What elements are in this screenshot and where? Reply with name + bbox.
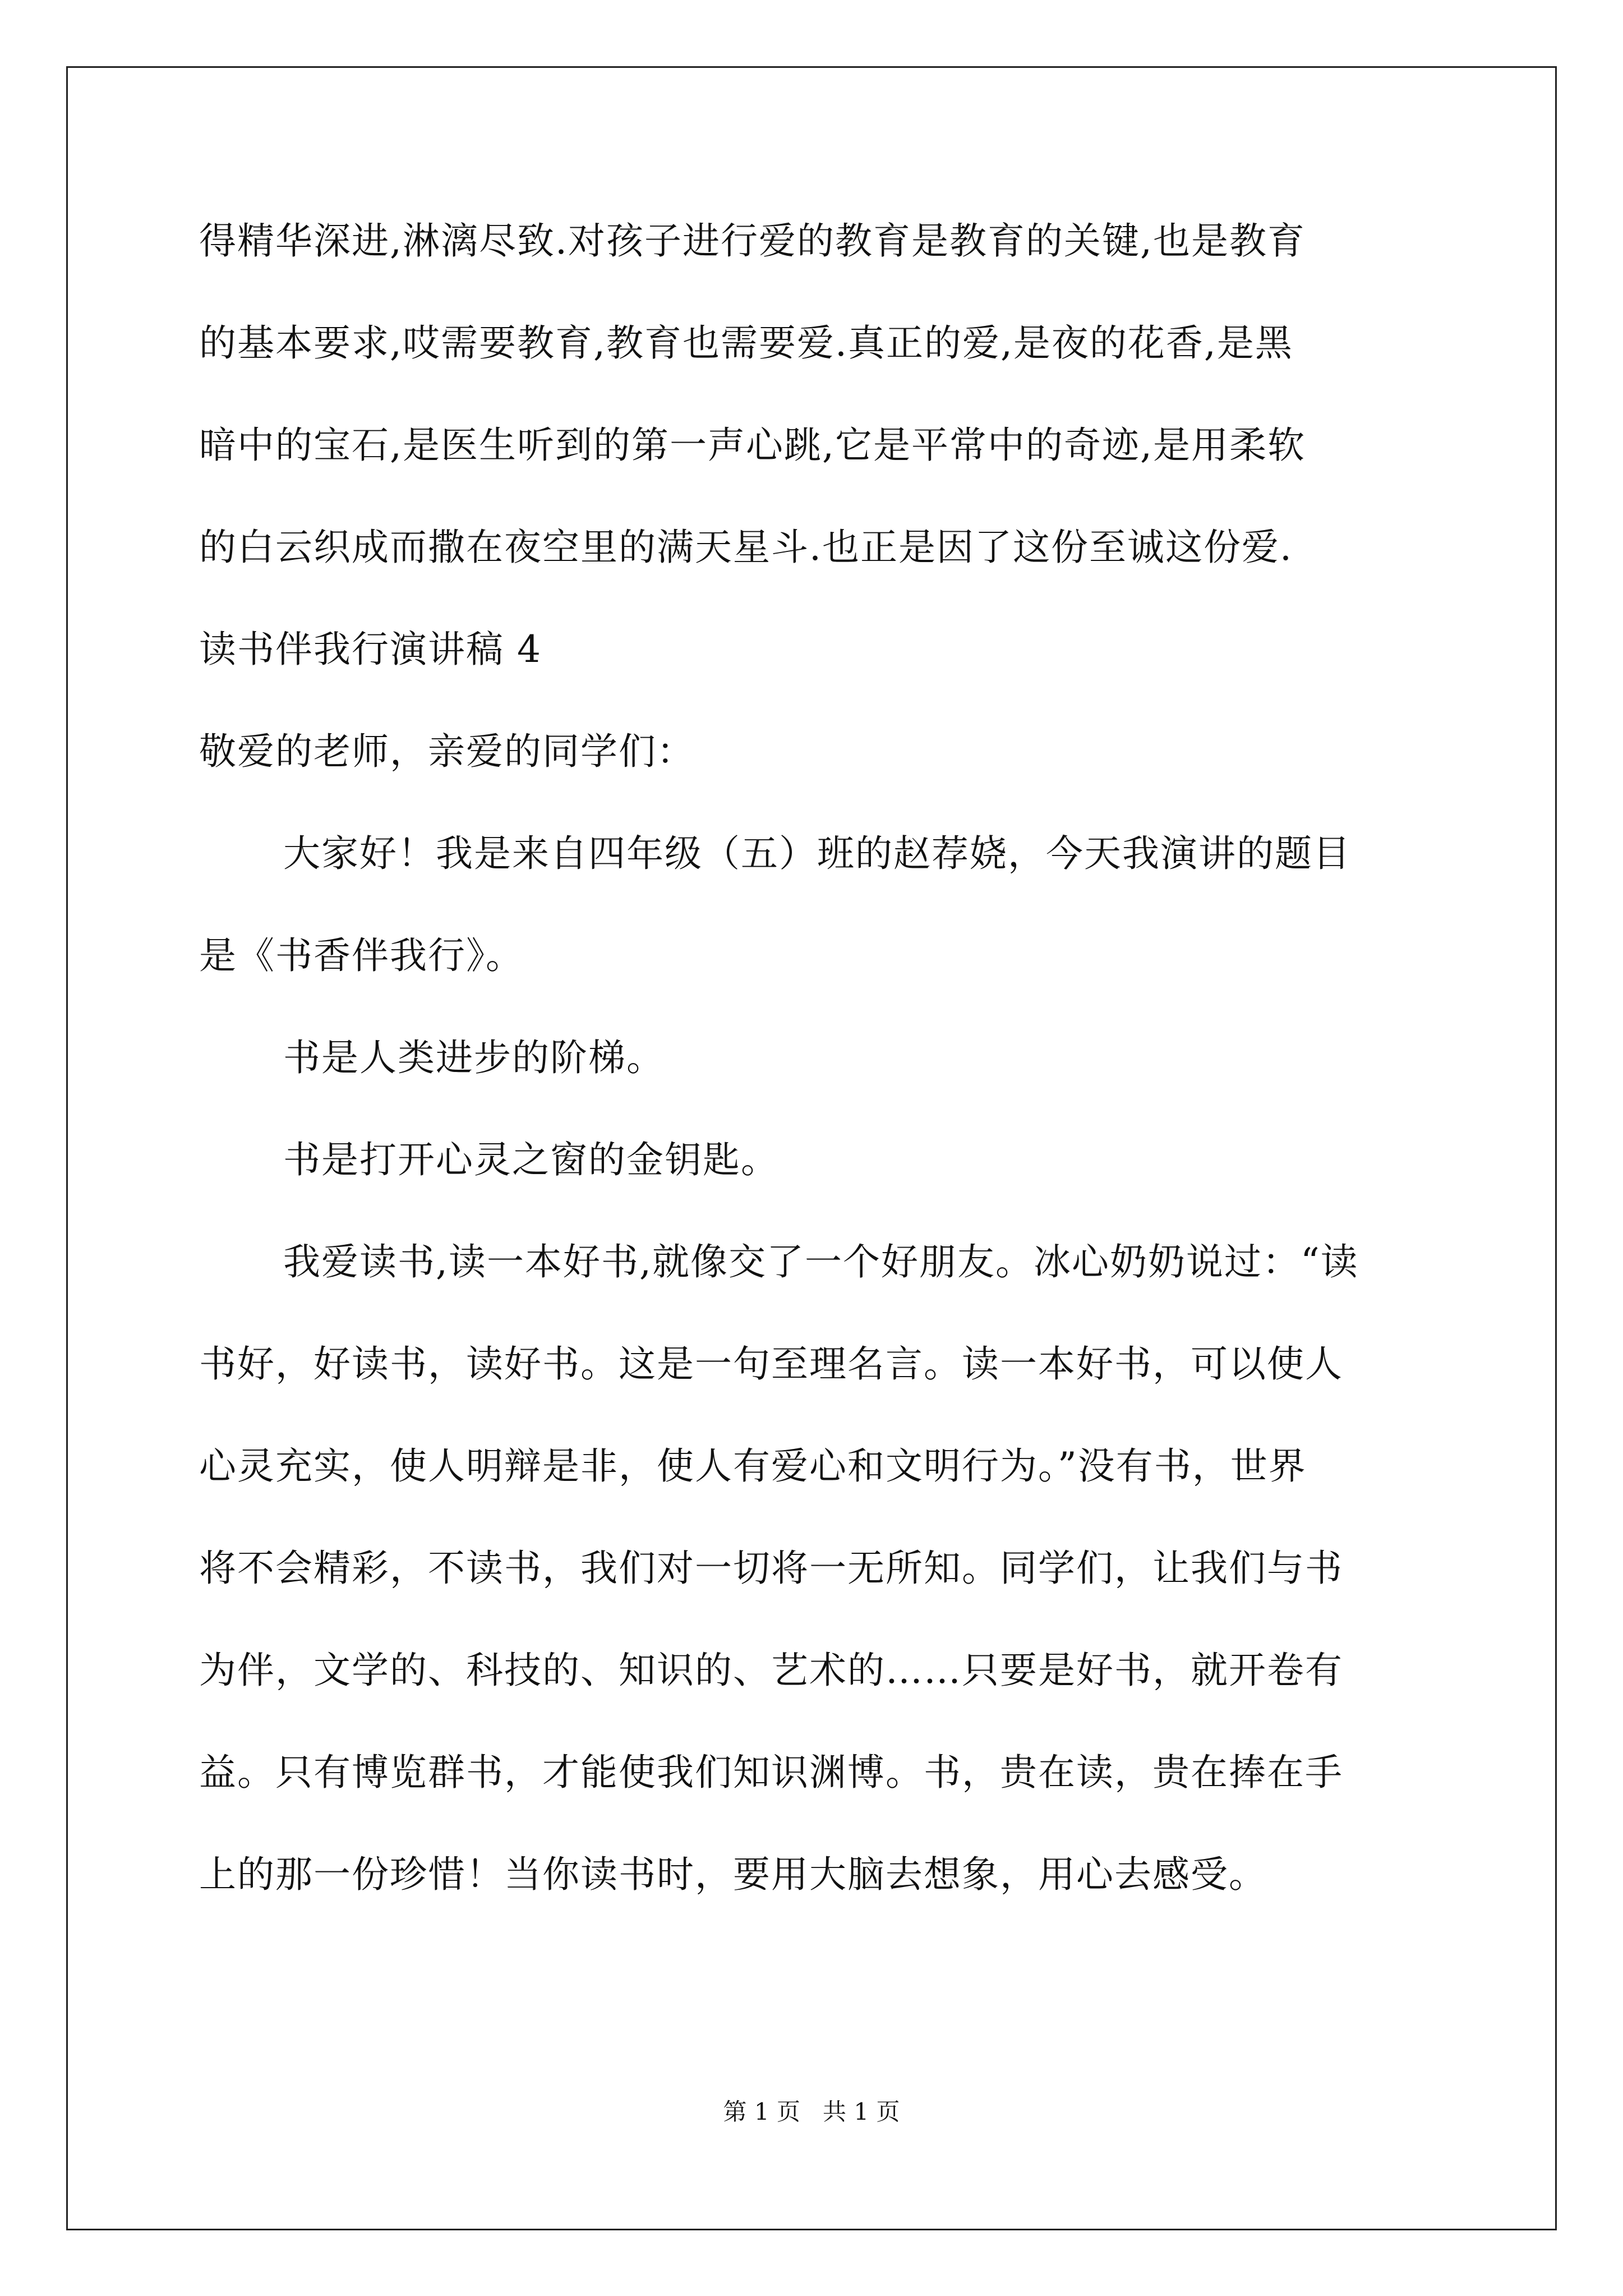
paragraph-line: 上的那一份珍惜！当你读书时，要用大脑去想象，用心去感受。 <box>199 1853 1267 1896</box>
paragraph-line: 书好，好读书，读好书。这是一句至理名言。读一本好书，可以使人 <box>199 1342 1343 1386</box>
paragraph-line: 的白云织成而撒在夜空里的满天星斗.也正是因了这份至诚这份爱. <box>199 526 1293 569</box>
paragraph-line: 心灵充实，使人明辩是非，使人有爱心和文明行为。”没有书，世界 <box>199 1444 1307 1488</box>
salutation: 敬爱的老师，亲爱的同学们： <box>199 730 695 773</box>
paragraph-line: 暗中的宝石,是医生听到的第一声心跳,它是平常中的奇迹,是用柔软 <box>199 424 1306 467</box>
paragraph-line: 书是人类进步的阶梯。 <box>283 1036 665 1079</box>
paragraph-line: 为伴，文学的、科技的、知识的、艺术的……只要是好书，就开卷有 <box>199 1649 1343 1692</box>
paragraph-line: 益。只有博览群书，才能使我们知识渊博。书，贵在读，贵在捧在手 <box>199 1751 1343 1794</box>
paragraph-line: 得精华深进,淋漓尽致.对孩子进行爱的教育是教育的关键,也是教育 <box>199 219 1306 263</box>
paragraph-line: 我爱读书,读一本好书,就像交了一个好朋友。冰心奶奶说过：“读 <box>283 1240 1359 1283</box>
paragraph-line: 将不会精彩，不读书，我们对一切将一无所知。同学们，让我们与书 <box>199 1547 1343 1590</box>
page-number-footer: 第 1 页 共 1 页 <box>723 2098 900 2125</box>
paragraph-line: 是《书香伴我行》。 <box>199 934 524 977</box>
paragraph-line: 的基本要求,哎需要教育,教育也需要爱.真正的爱,是夜的花香,是黑 <box>199 321 1293 365</box>
section-title: 读书伴我行演讲稿 4 <box>199 628 542 671</box>
paragraph-line: 书是打开心灵之窗的金钥匙。 <box>283 1138 779 1181</box>
paragraph-line: 大家好！我是来自四年级（五）班的赵荐娆，今天我演讲的题目 <box>283 832 1351 875</box>
